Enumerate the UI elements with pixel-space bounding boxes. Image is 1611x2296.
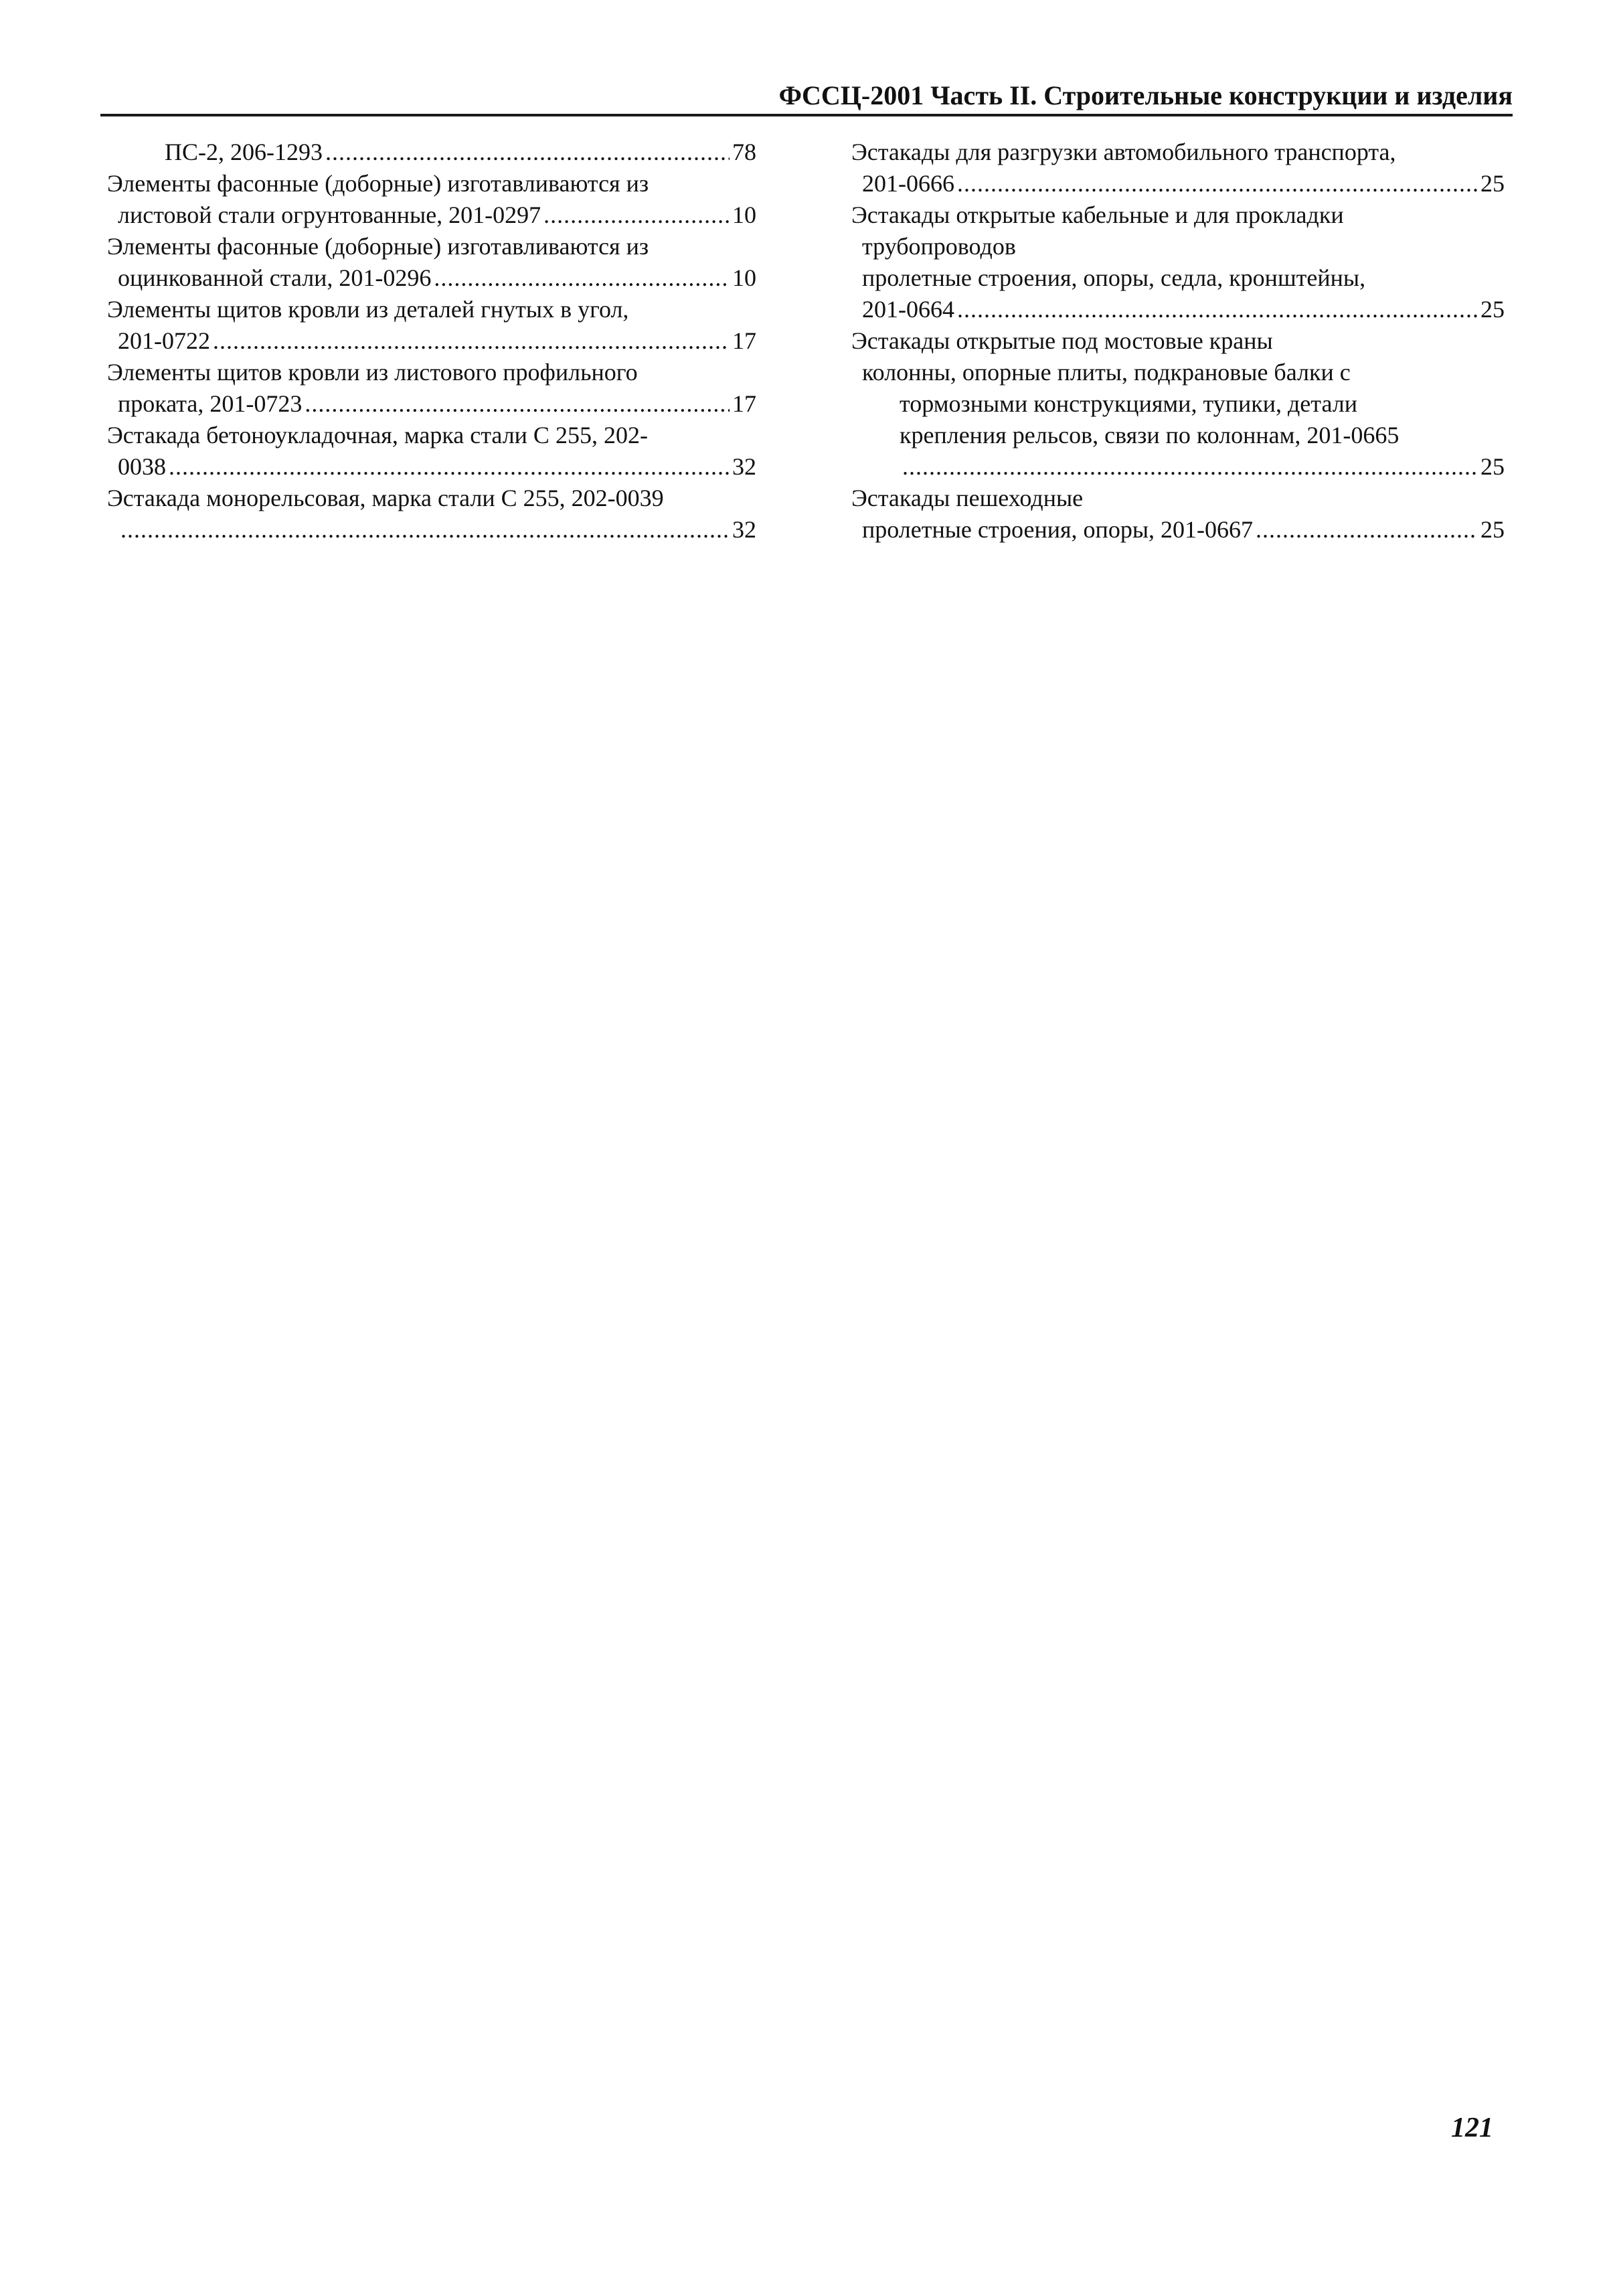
dot-leader bbox=[1256, 514, 1478, 546]
index-entry-line bbox=[851, 357, 1505, 388]
entry-text: пролетные строения, опоры, седла, кронштейны, bbox=[862, 264, 1366, 291]
index-entry bbox=[107, 294, 756, 357]
index-entry-line bbox=[851, 514, 1505, 546]
index-entry-line bbox=[851, 483, 1505, 514]
entry-page-number: 25 bbox=[1480, 296, 1505, 323]
entry-text: Элементы щитов кровли из листового профильного bbox=[107, 359, 638, 386]
entry-text: Элементы фасонные (доборные) изготавливаются из bbox=[107, 233, 649, 260]
index-entry bbox=[107, 420, 756, 483]
entry-text: Эстакады открытые под мостовые краны bbox=[851, 327, 1273, 354]
entry-page-number: 25 bbox=[1480, 453, 1505, 480]
index-entry-line bbox=[107, 294, 756, 325]
entry-text: 201-0666 bbox=[862, 170, 954, 197]
entry-text: пролетные строения, опоры, 201-0667 bbox=[862, 516, 1253, 543]
index-entry-line bbox=[107, 483, 756, 514]
entry-text: трубопроводов bbox=[862, 233, 1016, 260]
entry-text: тормозными конструкциями, тупики, детали bbox=[900, 390, 1357, 417]
index-entry bbox=[107, 168, 756, 231]
entry-text: Элементы щитов кровли из деталей гнутых в угол, bbox=[107, 296, 629, 323]
dot-leader bbox=[213, 325, 730, 357]
entry-text: колонны, опорные плиты, подкрановые балки с bbox=[862, 359, 1351, 386]
entry-page-number: 25 bbox=[1480, 516, 1505, 543]
index-entry bbox=[107, 357, 756, 420]
header-title: ФССЦ-2001 Часть II. Строительные конструкции и изделия bbox=[778, 80, 1513, 110]
entry-text: Эстакада монорельсовая, марка стали С 255, 202-0039 bbox=[107, 485, 664, 511]
entry-text: крепления рельсов, связи по колоннам, 201-0665 bbox=[900, 422, 1400, 448]
entry-page-number: 17 bbox=[732, 390, 756, 417]
entry-page-number: 10 bbox=[732, 264, 756, 291]
index-entry-line bbox=[851, 388, 1505, 420]
dot-leader bbox=[169, 451, 730, 483]
index-entry-line bbox=[107, 325, 756, 357]
dot-leader bbox=[957, 168, 1478, 199]
entry-text: Эстакады для разгрузки автомобильного транспорта, bbox=[851, 139, 1396, 165]
index-entry-line bbox=[107, 451, 756, 483]
index-entry-line bbox=[851, 231, 1505, 262]
dot-leader bbox=[325, 137, 730, 168]
entry-page-number: 25 bbox=[1480, 170, 1505, 197]
entry-page-number: 32 bbox=[732, 516, 756, 543]
index-entry-line bbox=[107, 388, 756, 420]
index-entry-line bbox=[851, 294, 1505, 325]
index-entry-line bbox=[851, 451, 1505, 483]
index-entry-line bbox=[107, 357, 756, 388]
dot-leader bbox=[902, 451, 1478, 483]
index-column-right bbox=[851, 137, 1505, 546]
entry-text: проката, 201-0723 bbox=[118, 390, 303, 417]
entry-text: 201-0722 bbox=[118, 327, 210, 354]
dot-leader bbox=[434, 262, 730, 294]
entry-text: Эстакады пешеходные bbox=[851, 485, 1084, 511]
entry-text: ПС-2, 206-1293 bbox=[165, 139, 323, 165]
index-entry-line bbox=[851, 325, 1505, 357]
index-entry-line bbox=[851, 420, 1505, 451]
index-entry-line bbox=[107, 168, 756, 199]
entry-text: Элементы фасонные (доборные) изготавливаются из bbox=[107, 170, 649, 197]
index-entry bbox=[851, 199, 1505, 325]
index-entry bbox=[107, 137, 756, 168]
index-entry-line bbox=[107, 514, 756, 546]
entry-text: Эстакада бетоноукладочная, марка стали С 255, 202- bbox=[107, 422, 648, 448]
entry-text: 0038 bbox=[118, 453, 166, 480]
index-entry-line bbox=[851, 137, 1505, 168]
index-column-left bbox=[107, 137, 756, 546]
index-entry-line bbox=[107, 231, 756, 262]
entry-page-number: 17 bbox=[732, 327, 756, 354]
entry-text: оцинкованной стали, 201-0296 bbox=[118, 264, 432, 291]
entry-text: листовой стали огрунтованные, 201-0297 bbox=[118, 201, 541, 228]
index-entry bbox=[107, 483, 756, 546]
entry-text: 201-0664 bbox=[862, 296, 954, 323]
entry-page-number: 32 bbox=[732, 453, 756, 480]
entry-text: Эстакады открытые кабельные и для прокладки bbox=[851, 201, 1344, 228]
index-entry-line bbox=[107, 137, 756, 168]
index-entry bbox=[851, 325, 1505, 483]
index-entry-line bbox=[851, 199, 1505, 231]
dot-leader bbox=[120, 514, 730, 546]
index-entry-line bbox=[107, 262, 756, 294]
index-entry-line bbox=[107, 420, 756, 451]
index-entry-line bbox=[851, 168, 1505, 199]
index-entry bbox=[851, 483, 1505, 546]
entry-page-number: 78 bbox=[732, 139, 756, 165]
index-entry bbox=[851, 137, 1505, 199]
index-entry bbox=[107, 231, 756, 294]
page-number: 121 bbox=[1451, 2113, 1493, 2143]
dot-leader bbox=[957, 294, 1478, 325]
index-entry-line bbox=[851, 262, 1505, 294]
dot-leader bbox=[543, 199, 730, 231]
running-header bbox=[100, 80, 1513, 116]
entry-page-number: 10 bbox=[732, 201, 756, 228]
index-entry-line bbox=[107, 199, 756, 231]
dot-leader bbox=[305, 388, 730, 420]
